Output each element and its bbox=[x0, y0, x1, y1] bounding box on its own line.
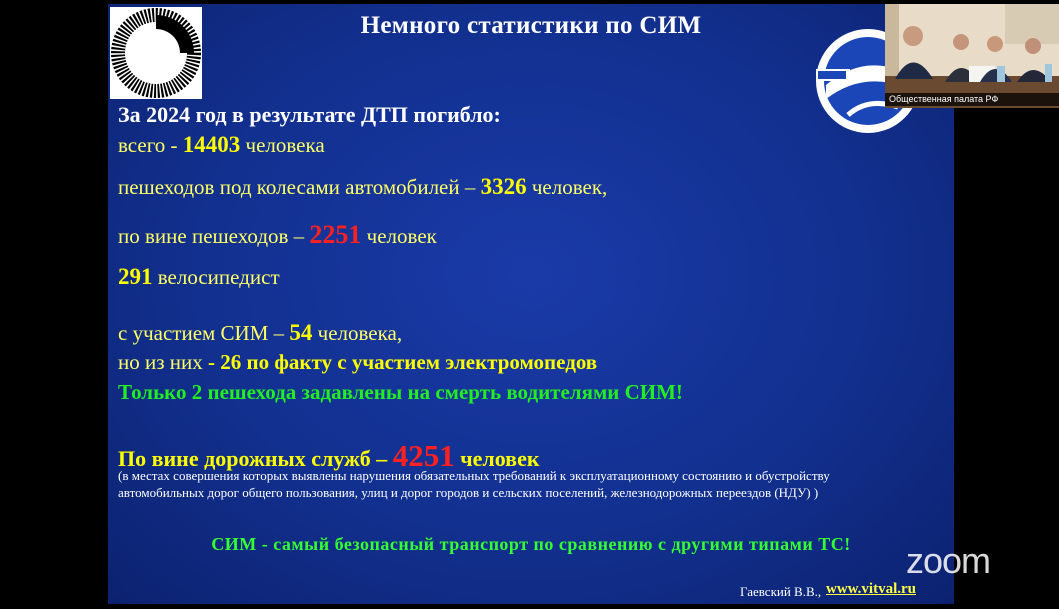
footnote-line-2: автомобильных дорог общего пользования, улиц и дорог городов и сельских поселений, железнодорожных переездов (НДУ) ) bbox=[118, 485, 819, 500]
stat-pedestrian-fault bbox=[118, 220, 437, 250]
stat-road-services-suffix: человек bbox=[454, 446, 540, 471]
stat-of-which bbox=[118, 350, 597, 375]
stat-pedestrians-prefix: пешеходов под колесами автомобилей – bbox=[118, 175, 481, 199]
stat-sim bbox=[118, 320, 402, 346]
author-label: Гаевский В.В., bbox=[740, 584, 822, 599]
stat-sim-suffix: человека, bbox=[312, 321, 403, 345]
stat-sim-prefix: с участием СИМ – bbox=[118, 321, 290, 345]
zoom-watermark-logo: zoom bbox=[906, 540, 991, 581]
slide-title: Немного статистики по СИМ bbox=[360, 12, 702, 39]
participant-name-label: Общественная палата РФ bbox=[885, 93, 1059, 106]
stats-heading: За 2024 год в результате ДТП погибло: bbox=[118, 102, 501, 127]
stat-pedestrians-suffix: человек, bbox=[526, 175, 608, 199]
stat-sim-value: 54 bbox=[289, 320, 313, 345]
stat-pedestrian-fault-value: 2251 bbox=[309, 220, 362, 249]
stat-of-which-prefix: но из них bbox=[118, 350, 208, 374]
stat-cyclists-suffix: велосипедист bbox=[152, 265, 280, 289]
stat-road-services-prefix: По вине дорожных служб – bbox=[118, 446, 393, 471]
shared-slide bbox=[108, 4, 954, 604]
stat-of-which-bold: - 26 по факту с участием электромопедов bbox=[208, 350, 598, 374]
green-highlight-line: Только 2 пешехода задавлены на смерть водителями СИМ! bbox=[118, 380, 683, 404]
stat-total-prefix: всего - bbox=[118, 133, 183, 157]
stat-total-value: 14403 bbox=[182, 132, 241, 157]
stat-road-services-value: 4251 bbox=[392, 438, 455, 473]
stat-cyclists bbox=[118, 264, 280, 290]
stat-pedestrian-fault-suffix: человек bbox=[361, 224, 437, 248]
participant-video-tile[interactable] bbox=[885, 4, 1059, 108]
website-link[interactable]: www.vitval.ru bbox=[826, 581, 916, 597]
stat-pedestrians bbox=[118, 174, 607, 200]
stat-pedestrians-value: 3326 bbox=[480, 174, 527, 199]
stat-total-suffix: человека bbox=[240, 133, 325, 157]
stat-cyclists-value: 291 bbox=[118, 264, 153, 289]
conclusion-text: СИМ - самый безопасный транспорт по сравнению с другими типами ТС! bbox=[211, 534, 851, 554]
footnote-line-1: (в местах совершения которых выявлены нарушения обязательных требований к эксплуатационному состоянию и обустройству bbox=[118, 468, 830, 483]
stat-total bbox=[118, 132, 325, 158]
stat-pedestrian-fault-prefix: по вине пешеходов – bbox=[118, 224, 310, 248]
